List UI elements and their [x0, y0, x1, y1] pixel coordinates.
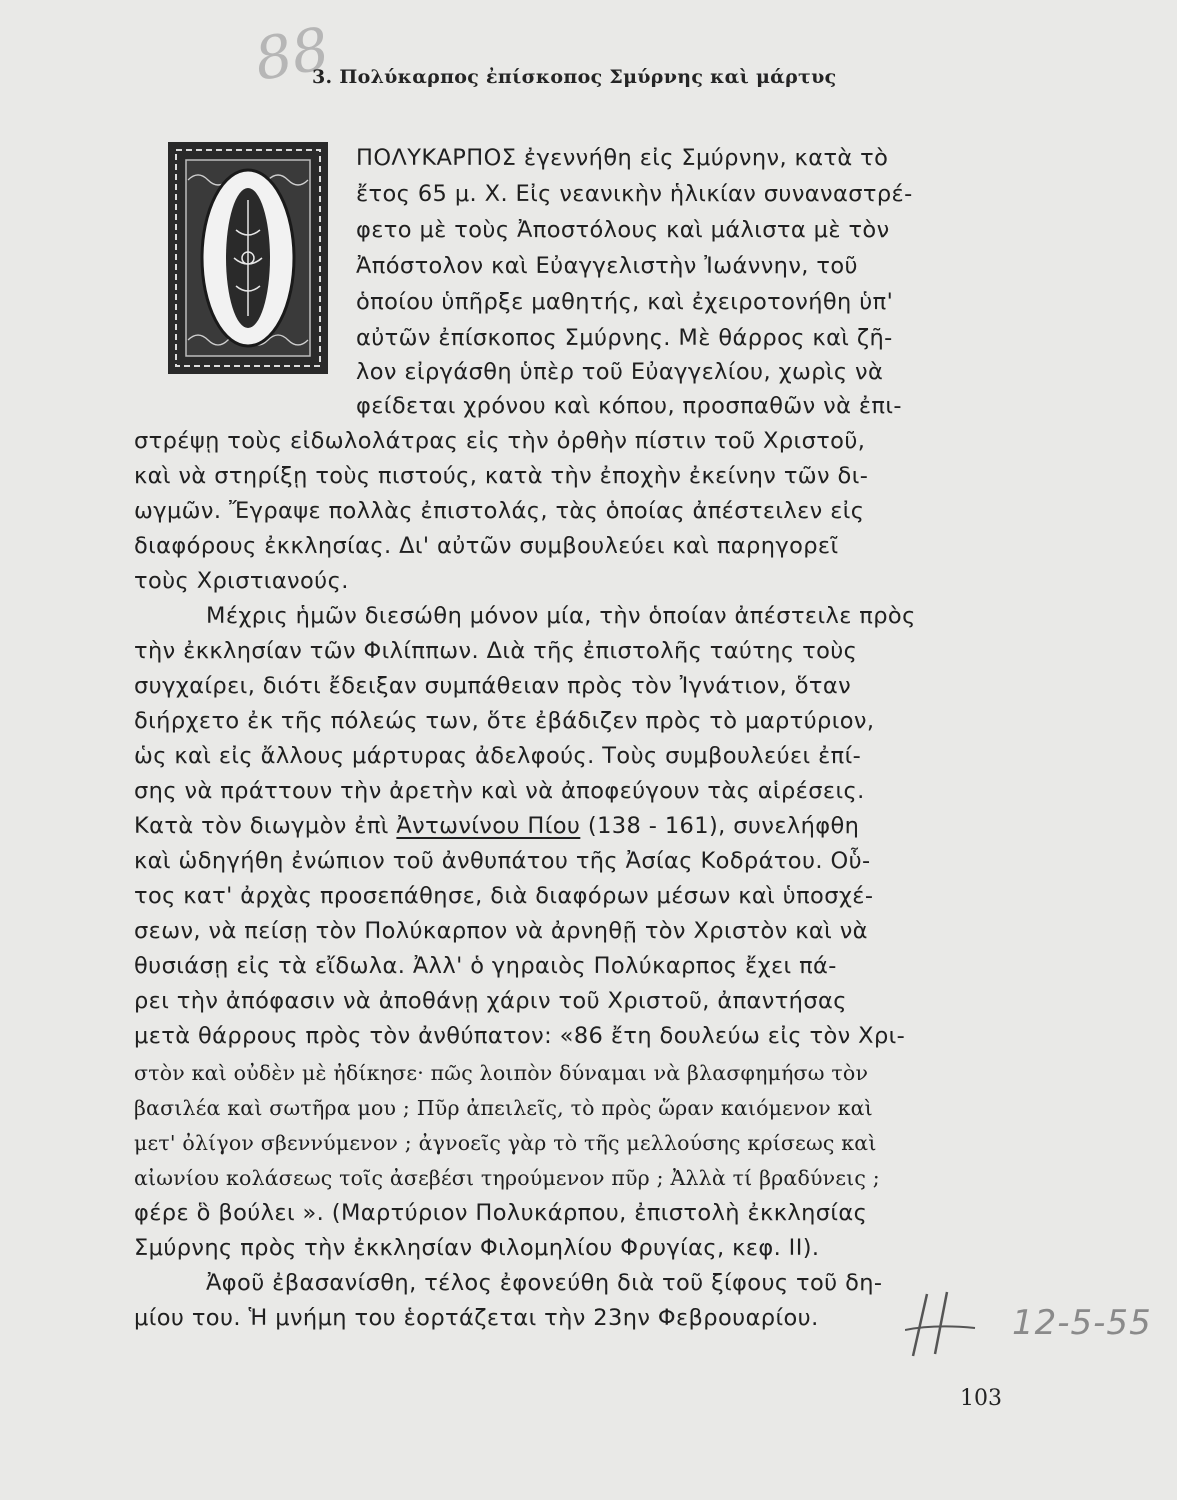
text-line: φέρε ὃ βούλει ». (Μαρτύριον Πολυκάρπου, ἐπιστολὴ ἐκκλησίας [134, 1200, 868, 1226]
text-line: ἔτος 65 μ. Χ. Εἰς νεανικὴν ἡλικίαν συναναστρέ- [356, 181, 913, 207]
chapter-title: 3. Πολύκαρπος ἐπίσκοπος Σμύρνης καὶ μάρτυς [312, 66, 837, 88]
text-line: Ἀπόστολον καὶ Εὐαγγελιστὴν Ἰωάννην, τοῦ [356, 253, 858, 279]
text-line: σεων, νὰ πείσῃ τὸν Πολύκαρπον νὰ ἀρνηθῇ τὸν Χριστὸν καὶ νὰ [134, 918, 868, 944]
text-line: Σμύρνης πρὸς τὴν ἐκκλησίαν Φιλομηλίου Φρυγίας, κεφ. ΙΙ). [134, 1235, 820, 1261]
text-line: Ἀφοῦ ἐβασανίσθη, τέλος ἐφονεύθη διὰ τοῦ ξίφους τοῦ δη- [206, 1270, 883, 1296]
quote-line: βασιλέα καὶ σωτῆρα μου ; Πῦρ ἀπειλεῖς, τὸ πρὸς ὥραν καιόμενον καὶ [134, 1096, 873, 1120]
decorated-initial [166, 140, 330, 376]
underlined-name: Ἀντωνίνου Πίου [396, 813, 581, 839]
text-line: τος κατ' ἀρχὰς προσεπάθησε, διὰ διαφόρων μέσων καὶ ὑποσχέ- [134, 883, 874, 909]
text-line: διήρχετο ἐκ τῆς πόλεώς των, ὅτε ἐβάδιζεν πρὸς τὸ μαρτύριον, [134, 708, 875, 734]
text-line: Μέχρις ἡμῶν διεσώθη μόνον μία, τὴν ὁποίαν ἀπέστειλε πρὸς [206, 603, 916, 629]
text-segment: Κατὰ τὸν διωγμὸν ἐπὶ [134, 813, 389, 839]
text-segment: (138 - 161), συνελήφθη [587, 813, 860, 839]
text-line: φείδεται χρόνου καὶ κόπου, προσπαθῶν νὰ ἐπι- [356, 393, 902, 419]
quote-line: μετ' ὀλίγον σβεννύμενον ; ἀγνοεῖς γὰρ τὸ τῆς μελλούσης κρίσεως καὶ [134, 1131, 877, 1155]
text-line: ὁποίου ὑπῆρξε μαθητής, καὶ ἐχειροτονήθη ὑπ' [356, 289, 894, 315]
initial-letter-text: Ο [248, 371, 250, 373]
text-line: θυσιάσῃ εἰς τὰ εἴδωλα. Ἀλλ' ὁ γηραιὸς Πολύκαρπος ἔχει πά- [134, 953, 837, 979]
text-line: μίου του. Ἡ μνήμη του ἑορτάζεται τὴν 23ην Φεβρουαρίου. [134, 1305, 819, 1331]
text-line: αὐτῶν ἐπίσκοπος Σμύρνης. Μὲ θάρρος καὶ ζῆ- [356, 325, 893, 351]
text-line: ΠΟΛΥΚΑΡΠΟΣ ἐγεννήθη εἰς Σμύρνην, κατὰ τὸ [356, 145, 889, 171]
quote-line: αἰωνίου κολάσεως τοῖς ἀσεβέσι τηρούμενον πῦρ ; Ἀλλὰ τί βραδύνεις ; [134, 1166, 880, 1190]
text-line: σης νὰ πράττουν τὴν ἀρετὴν καὶ νὰ ἀποφεύγουν τὰς αἱρέσεις. [134, 778, 865, 804]
text-line: φετο μὲ τοὺς Ἀποστόλους καὶ μάλιστα μὲ τὸν [356, 217, 890, 243]
text-line [134, 812, 859, 840]
text-line: διαφόρους ἐκκλησίας. Δι' αὐτῶν συμβουλεύει καὶ παρηγορεῖ [134, 533, 839, 559]
text-line: καὶ νὰ στηρίξῃ τοὺς πιστούς, κατὰ τὴν ἐποχὴν ἐκείνην τῶν δι- [134, 463, 869, 489]
text-line: ωγμῶν. Ἔγραψε πολλὰς ἐπιστολάς, τὰς ὁποίας ἀπέστειλεν εἰς [134, 498, 865, 524]
text-line: μετὰ θάρρους πρὸς τὸν ἀνθύπατον: «86 ἔτη δουλεύω εἰς τὸν Χρι- [134, 1023, 906, 1049]
pen-slash-mark [905, 1290, 985, 1360]
margin-handwritten-note: 88 [249, 14, 335, 94]
text-line: συγχαίρει, διότι ἔδειξαν συμπάθειαν πρὸς τὸν Ἰγνάτιον, ὅταν [134, 673, 852, 699]
text-line: τοὺς Χριστιανούς. [134, 568, 349, 594]
text-line: λον εἰργάσθη ὑπὲρ τοῦ Εὐαγγελίου, χωρὶς νὰ [356, 359, 884, 385]
handwritten-date: 12-5-55 [1012, 1303, 1152, 1343]
text-line: τὴν ἐκκλησίαν τῶν Φιλίππων. Διὰ τῆς ἐπιστολῆς ταύτης τοὺς [134, 638, 858, 664]
text-line: ὡς καὶ εἰς ἄλλους μάρτυρας ἀδελφούς. Τοὺς συμβουλεύει ἐπί- [134, 743, 862, 769]
text-line: στρέψῃ τοὺς εἰδωλολάτρας εἰς τὴν ὀρθὴν πίστιν τοῦ Χριστοῦ, [134, 428, 866, 454]
quote-line: στὸν καὶ οὐδὲν μὲ ἠδίκησε· πῶς λοιπὸν δύναμαι νὰ βλασφημήσω τὸν [134, 1061, 869, 1085]
text-line: ρει τὴν ἀπόφασιν νὰ ἀποθάνῃ χάριν τοῦ Χριστοῦ, ἀπαντήσας [134, 988, 847, 1014]
text-line: καὶ ὡδηγήθη ἐνώπιον τοῦ ἀνθυπάτου τῆς Ἀσίας Κοδράτου. Οὗ- [134, 848, 871, 874]
page-number: 103 [960, 1386, 1002, 1411]
